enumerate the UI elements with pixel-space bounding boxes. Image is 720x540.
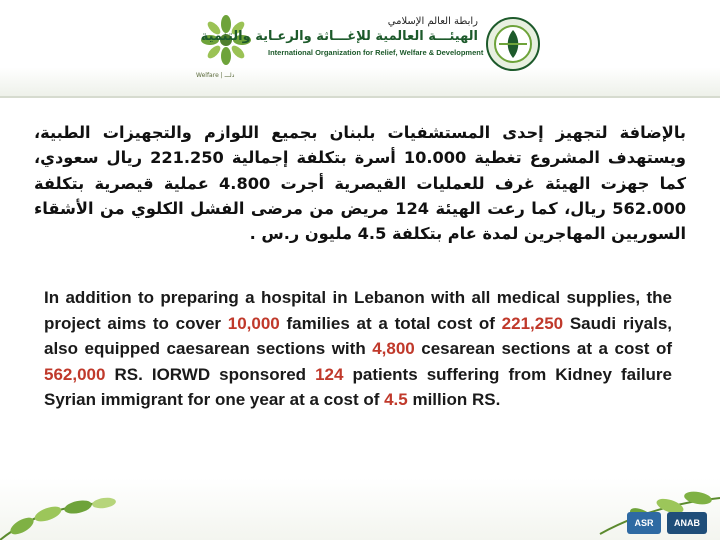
english-number-families: 10,000 (227, 313, 280, 333)
org-arabic-line2: الهيئـــة العالمية للإغـــاثة والرعـاية والتنمية (200, 29, 478, 44)
organization-name-block (200, 16, 484, 57)
english-number-sections-cost: 562,000 (44, 364, 106, 384)
asr-certification-badge: ASR (627, 512, 661, 534)
arabic-text-segment: عملية قيصرية بتكلفة (34, 173, 220, 193)
english-text-segment: Saudi riyals, also equipped caesarean sections with (44, 313, 673, 359)
arabic-number-families: 10.000 (403, 148, 467, 168)
english-text-segment: million RS. (407, 390, 501, 410)
anab-certification-badge: ANAB (667, 512, 707, 534)
header-band (0, 0, 720, 98)
arabic-number-patients: 124 (395, 198, 430, 218)
arabic-number-total-cost: 221.250 (150, 148, 224, 168)
arabic-text-segment: ريال سعودي، كما جهزت الهيئة غرف للعمليات القيصرية أجرت (34, 148, 686, 193)
english-number-total-cost: 221,250 (501, 313, 564, 333)
english-number-patients: 124 (315, 364, 344, 384)
decorative-leaves-left-icon (0, 486, 160, 540)
iorwd-emblem-icon (484, 14, 542, 74)
arabic-text-segment: أسرة بتكلفة إجمالية (223, 148, 404, 168)
arabic-text-segment: ريال، كما رعت الهيئة (429, 198, 613, 218)
english-text-segment: cesarean sections at a cost of (414, 339, 672, 359)
org-arabic-line1: رابطة العالم الإسلامي (387, 16, 478, 27)
english-text-segment: In addition to preparing a hospital in Lebanon with all medical supplies, the project aims to cover (44, 288, 672, 333)
arabic-number-sections-cost: 562.000 (612, 198, 686, 218)
english-paragraph (44, 285, 672, 413)
arabic-text-segment: مليون ر.س . (249, 224, 358, 243)
arabic-text-segment: بالإضافة لتجهيز إحدى المستشفيات بلبنان بجميع اللوازم والتجهيزات الطبية، ويستهدف المشروع تغطية (34, 123, 686, 168)
arabic-paragraph (34, 120, 686, 246)
arabic-number-sections: 4.800 (219, 173, 271, 193)
org-english-name: International Organization for Relief, Welfare & Development (268, 48, 484, 57)
english-text-segment: patients suffering from Kidney failure Syrian immigrant for one year at a cost of (44, 364, 672, 410)
english-text-segment: families at a total cost of (279, 313, 502, 333)
left-logo-caption: Welfare | دلـــ (196, 72, 235, 79)
english-text-segment: RS. IORWD sponsored (105, 364, 316, 384)
english-number-sections: 4,800 (372, 339, 415, 359)
arabic-text-segment: مريض من مرضى الفشل الكلوي من الأشقاء السوريين المهاجرين لمدة عام بتكلفة (34, 198, 686, 243)
english-number-million: 4.5 (384, 390, 408, 410)
arabic-number-million: 4.5 (357, 224, 387, 243)
